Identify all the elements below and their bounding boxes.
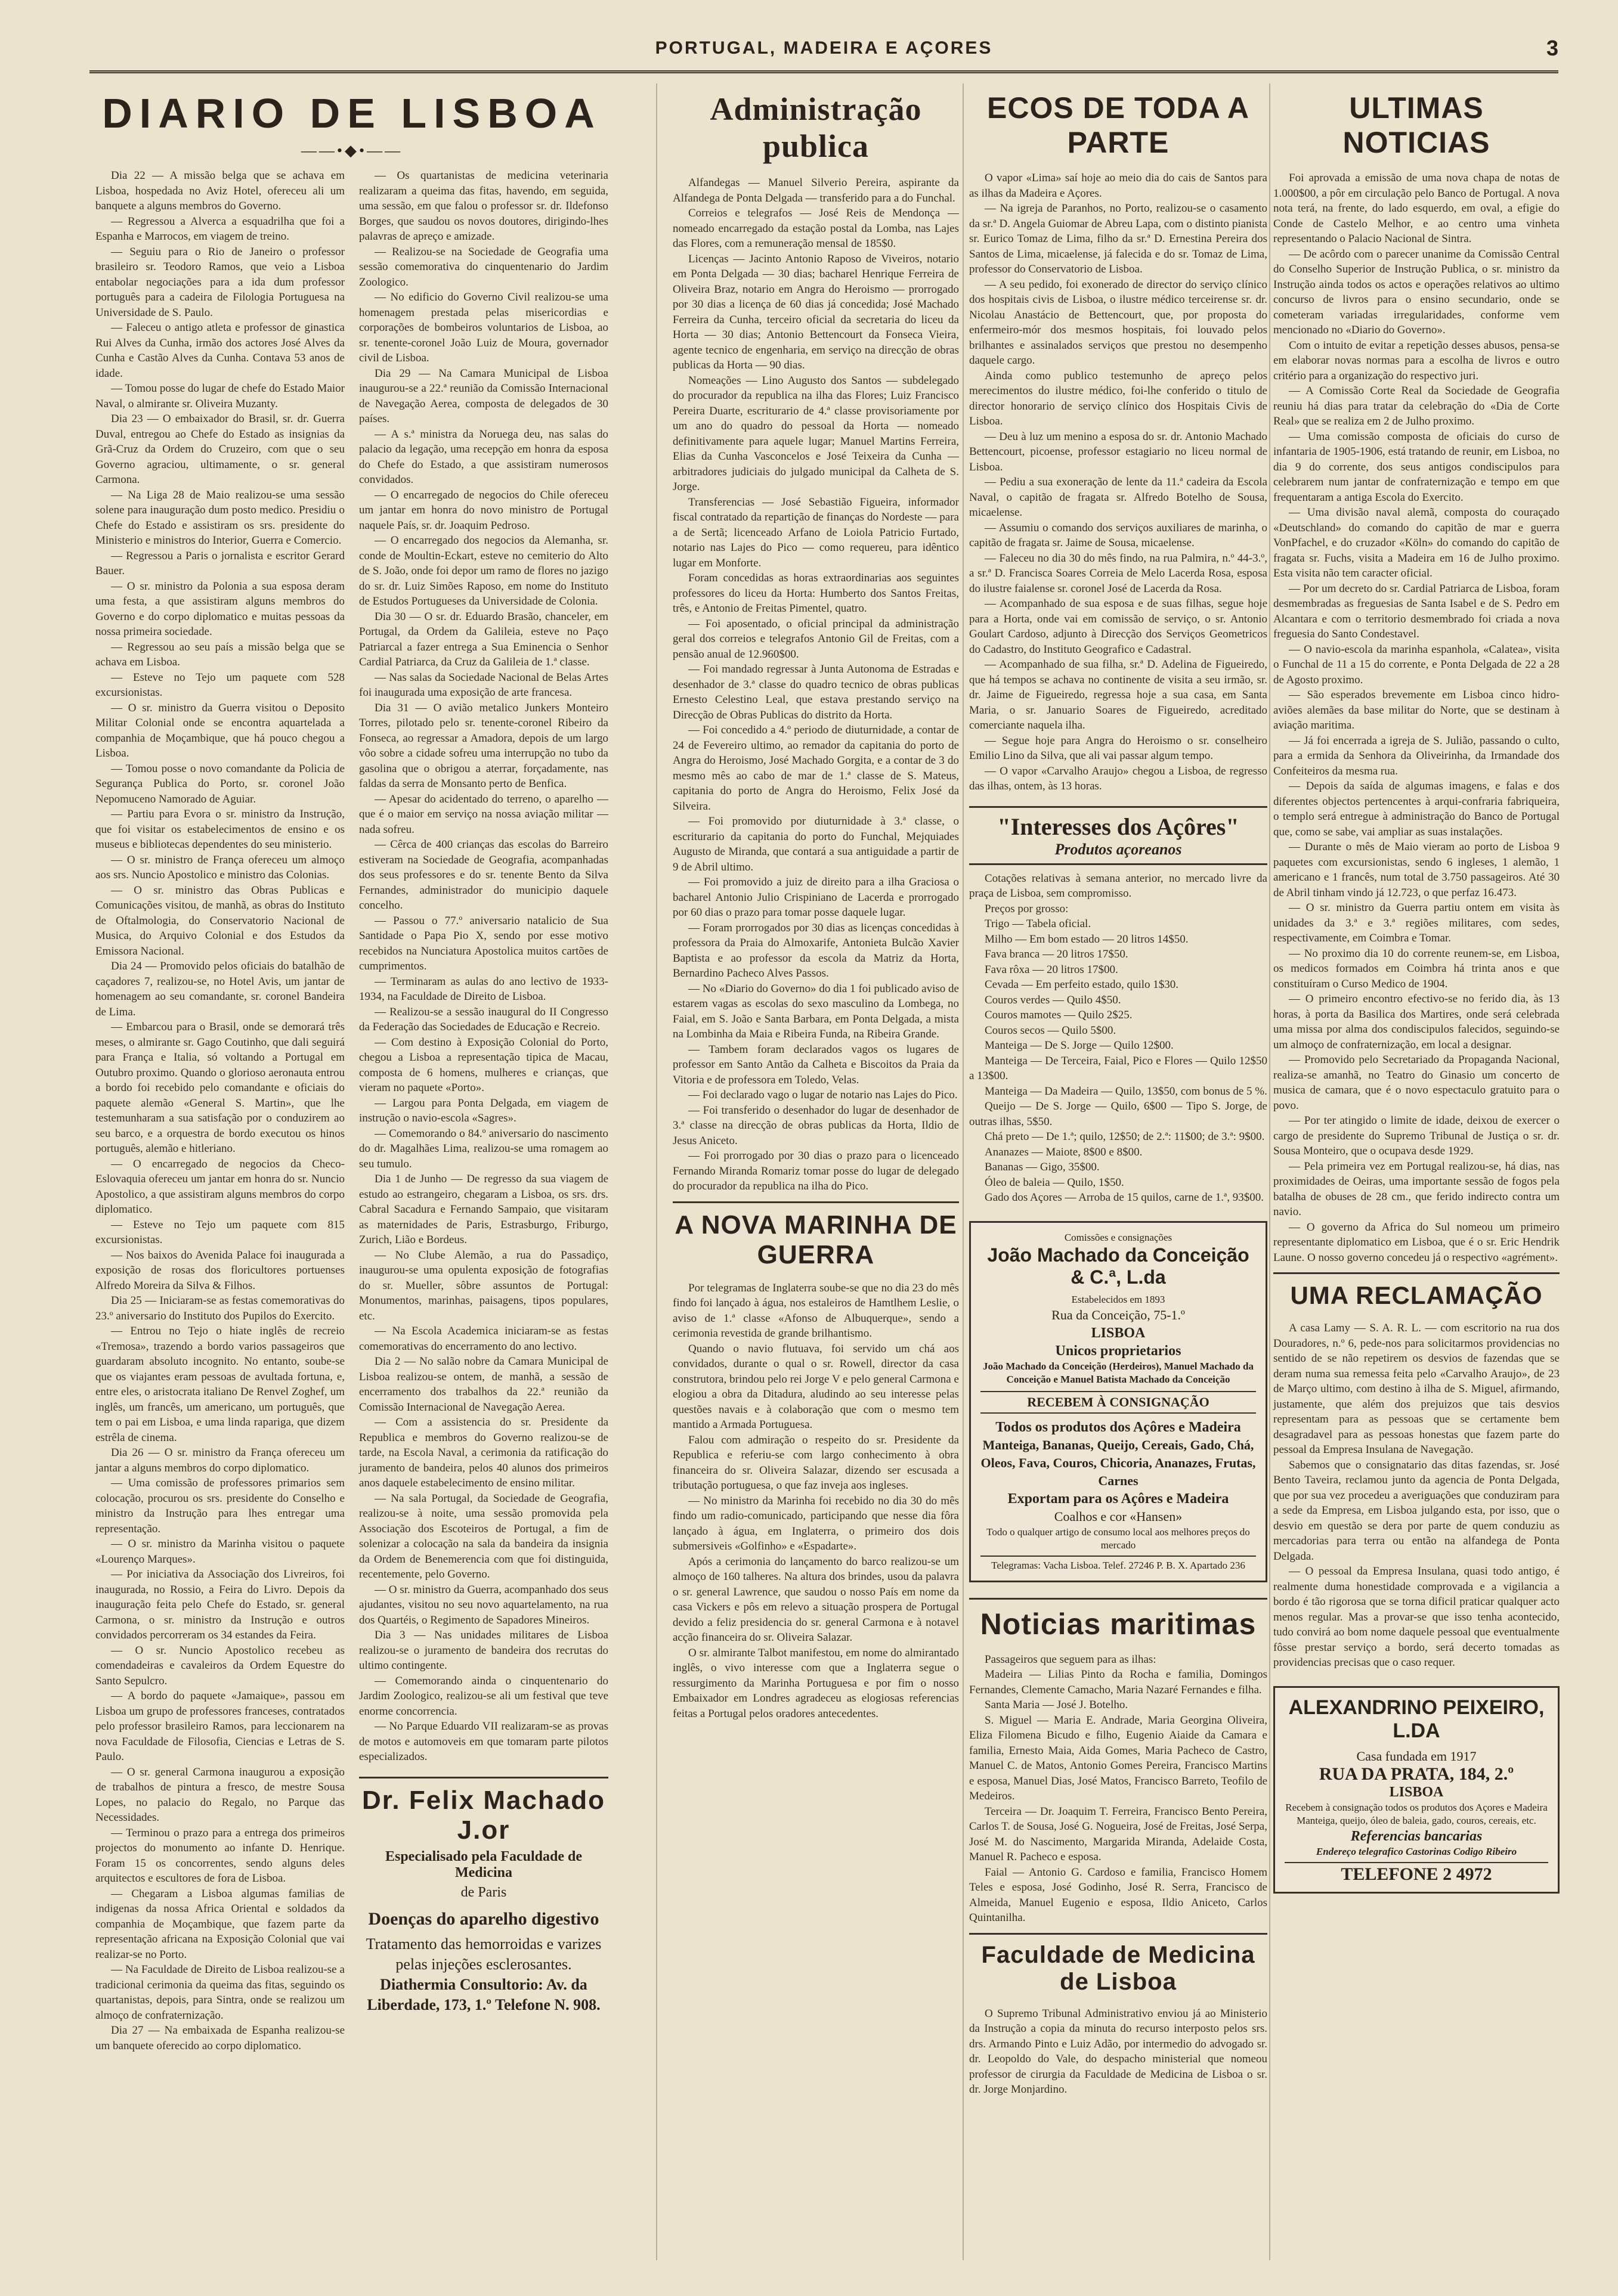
article-paragraph: Preços por grosso: — [985, 902, 1069, 915]
article-paragraph: — O sr. ministro das Obras Publicas e Comunicações visitou, de manhã, as obras do Instituto de Oftalmologia, do Conservatorio Nacional de Musica, do Arquivo Colonial e dos Estudos da Emissora Nacional. — [95, 884, 345, 958]
ad-line: Estabelecidos em 1893 — [1071, 1293, 1165, 1305]
article-paragraph: Madeira — Lilias Pinto da Rocha e familia, Domingos Fernandes, Clemente Camacho, Maria Nazaré Fernandes e filha. — [969, 1668, 1267, 1696]
ultimas-text — [1273, 171, 1560, 1265]
article-paragraph: Nomeações — Lino Augusto dos Santos — subdelegado do procurador da republica na ilha das Flores; Luiz Francisco Pereira Duarte, escriturario de 4.ª classe provisoriamente por um ano do quadro do pessoal da Horta — nomeado definitivamente para aquele lugar; Manuel Martins Ferreira, Elias da Cunha Vasconcelos e José Teixeira da Cunha — arbitradores judiciais do julgado municipal da Calheta de S. Jorge. — [673, 374, 959, 493]
article-paragraph: — Terminaram as aulas do ano lectivo de 1933-1934, na Faculdade de Direito de Lisboa. — [359, 975, 608, 1003]
article-paragraph: — O governo da Africa do Sul nomeou um primeiro representante diplomatico em Lisboa, que é o sr. Eric Hendrik Laune. O nosso governo concedeu já o respectivo «agrément». — [1273, 1220, 1560, 1264]
article-paragraph: — O encarregado de negocios da Checo-Eslovaquia ofereceu um jantar em honra do sr. Nuncio Apostolico, a que assistiram alguns membros do corpo diplomatico. — [95, 1157, 345, 1216]
article-paragraph: — Segue hoje para Angra do Heroismo o sr. conselheiro Emilio Lino da Silva, que ali vai passar algum tempo. — [969, 734, 1267, 762]
article-paragraph: — Comemorando ainda o cinquentenario do Jardim Zoologico, realizou-se ali um festival que teve enorme concorrencia. — [359, 1674, 608, 1718]
article-paragraph: — O pessoal da Empresa Insulana, quasi todo antigo, é realmente duma honestidade comprovada e a vigilancia a bordo é tão rigorosa que se torna dificil praticar qualquer acto menos regular. Mas a provar-se que isso tenha acontecido, tudo convirá ao bom nome daquele pessoal que eventualmente fôsse prestar serviço a bordo, será decerto tomadas as providencias precisas que o caso requer. — [1273, 1565, 1560, 1669]
reclamacao-text — [1273, 1321, 1560, 1671]
section-subtitle: Produtos açoreanos — [1054, 840, 1182, 858]
article-paragraph: — Tomou posse do lugar de chefe do Estado Maior Naval, o almirante sr. Oliveira Muzanty. — [95, 382, 345, 410]
article-paragraph: — Regressou a Alverca a esquadrilha que foi a Espanha e Marrocos, em viagem de treino. — [95, 215, 345, 243]
ecos-text — [969, 171, 1267, 794]
article-paragraph: — A s.ª ministra da Noruega deu, nas salas do palacio da legação, uma recepção em honra da esposa do Chefe do Estado, a que assistiram numerosos convidados. — [359, 427, 608, 486]
article-paragraph: Manteiga — Da Madeira — Quilo, 13$50, com bonus de 5 %. — [985, 1085, 1267, 1098]
article-paragraph: Gado dos Açores — Arroba de 15 quilos, carne de 1.ª, 93$00. — [985, 1191, 1264, 1204]
article-paragraph: Transferencias — José Sebastião Figueira, informador fiscal contratado da repartição de finanças do Nordeste — para a de Sertã; licenceado Arfano de Loiola Patricio Furtado, notario nas Lajes do Pico — como requereu, para idêntico lugar em Monforte. — [673, 495, 959, 569]
article-paragraph: A casa Lamy — S. A. R. L. — com escritorio na rua dos Douradores, n.º 6, pede-nos para solicitarmos providencias no sentido de se não repetirem os desvios de fazendas que se deram numa sua remessa feita pelo «Carvalho Araujo», de 23 de Março ultimo, com destino à ilha de S. Miguel, afirmando, justamente, que além dos prejuizos que tais desvios representam para as pessoas que se certamente bem desagradavel para as pessoas honestas que fazem parte do pessoal da Empresa Insulana de Navegação. — [1273, 1322, 1560, 1456]
article-paragraph: — Promovido pelo Secretariado da Propaganda Nacional, realiza-se amanhã, no Teatro do Ginasio um concerto de musica de camara, que é o novo espectaculo gratuito para o povo. — [1273, 1054, 1560, 1112]
article-paragraph: Correios e telegrafos — José Reis de Mendonça — nomeado encarregado da estação postal da Lomba, nas Lajes das Flores, com a remuneração mensal de 185$0. — [673, 207, 959, 250]
article-paragraph: — O sr. ministro da Marinha visitou o paquete «Lourenço Marques». — [95, 1538, 345, 1566]
article-paragraph: — Regressou a Paris o jornalista e escritor Gerard Bauer. — [95, 549, 345, 577]
article-paragraph: — O sr. ministro da Polonia a sua esposa deram uma festa, a que assistiram alguns membros do Governo e do corpo diplomatico e muitas pessoas da nossa primeira sociedade. — [95, 580, 345, 638]
diario-right-text — [359, 168, 608, 1765]
article-paragraph: — O encarregado de negocios do Chile ofereceu um jantar em honra do novo ministro de Portugal naquele País, sr. dr. Joaquim Pedroso. — [359, 488, 608, 532]
article-paragraph: Manteiga — De Terceira, Faial, Pico e Flores — Quilo 12$50 a 13$00. — [969, 1054, 1267, 1082]
administracao-text — [673, 175, 959, 1194]
diario-de-lisboa-section — [95, 83, 608, 2053]
faculdade-text — [969, 2006, 1267, 2097]
ad-line: Unicos proprietarios — [1055, 1343, 1181, 1359]
article-paragraph: — Nos baixos do Avenida Palace foi inaugurada a exposição de rosas dos floricultores portuenses Alfredo Moreira da Silva & Filhos. — [95, 1248, 345, 1292]
ad-line: Diathermia Consultorio: Av. da Liberdade, 173, 1.º Telefone N. 908. — [367, 1975, 601, 2013]
article-paragraph: Licenças — Jacinto Antonio Raposo de Viveiros, notario em Ponta Delgada — 30 dias; bacharel Henrique Ferreira de Oliveira Braz, notario em Angra do Heroismo — prorrogado por 30 dias a licença de 60 dias já concedida; José Machado Ferreira da Cunha, terceiro oficial da secretaria do liceu da Horta — 30 dias; Antonio Bettencourt da Fonseca Vieira, agente tecnico de engenharia, em serviço na direcção de obras publicas da Horta — 90 dias. — [673, 252, 959, 371]
ad-line: Casa fundada em 1917 — [1356, 1748, 1477, 1764]
page-number: 3 — [1546, 36, 1558, 60]
section-title: ECOS DE TODA A PARTE — [987, 91, 1249, 159]
article-paragraph: — Foi mandado regressar à Junta Autonoma de Estradas e desenhador de 3.ª classe do quadro tecnico de obras publicas Ernesto Celestino Leal, que estava prestando serviço na Direcção de Obras Publicas do distrito da Horta. — [673, 663, 959, 721]
article-paragraph: Dia 29 — Na Camara Municipal de Lisboa inaugurou-se a 22.ª reunião da Comissão Internacional de Navegação Aerea, composta de delegados de 30 países. — [359, 367, 608, 425]
ad-line: Referencias bancarias — [1350, 1828, 1483, 1844]
ad-line: João Machado da Conceição (Herdeiros), Manuel Machado da Conceição e Manuel Batista Machado da Conceição — [983, 1360, 1254, 1385]
article-paragraph: Dia 2 — No salão nobre da Camara Municipal de Lisboa realizou-se ontem, de manhã, a sessão de encerramento dos trabalhos da 22.ª reunião da Comissão Internacional de Navegação Aerea. — [359, 1355, 608, 1414]
ecos-column — [969, 83, 1267, 2097]
section-title: DIARIO DE LISBOA — [102, 90, 602, 137]
article-paragraph: — Embarcou para o Brasil, onde se demorará três meses, o almirante sr. Gago Coutinho, que dali seguirá para França e Italia, só voltando a Portugal em Outubro proximo. Quando o glorioso aeronauta entrou a bordo foi recebido pelo comandante e oficiais do paquete alemão «General S. Martin», que lhe testemunharam a sua satisfação por o conduzirem ao seu barco, e a orquestra de bordo executou os hinos português, alemão e hitleriano. — [95, 1021, 345, 1155]
article-paragraph: Santa Maria — José J. Botelho. — [985, 1699, 1128, 1711]
article-paragraph: — Acompanhado de sua esposa e de suas filhas, segue hoje para a Horta, onde vai em comissão de serviço, o sr. Antonio Goulart Cardoso, adjunto à Direcção dos Serviços Geometricos do Cadastro, do Instituto Geografico e Cadastral. — [969, 597, 1267, 656]
marinha-text — [673, 1281, 959, 1722]
article-paragraph: — Assumiu o comando dos serviços auxiliares de marinha, o capitão de fragata sr. Jaime de Sousa, micaelense. — [969, 521, 1267, 549]
article-paragraph: — Entrou no Tejo o hiate inglês de recreio «Tremosa», trazendo a bordo varios passageiros que guardaram absoluto incognito. No entanto, soube-se que os viajantes eram pessoas de avultada fortuna, e, entre eles, o aristocrata italiano De Renvel Zoghef, um inglês, um francês, um americano, um português, que tem o pai em Lisboa, e uma linda rapariga, que dizem estrêla de cinema. — [95, 1325, 345, 1444]
article-paragraph: Cevada — Em perfeito estado, quilo 1$30. — [985, 978, 1179, 991]
article-paragraph: — Apesar do acidentado do terreno, o aparelho — que é o maior em serviço na nossa aviação militar — nada sofreu. — [359, 792, 608, 836]
article-paragraph: — Acompanhado de sua filha, sr.ª D. Adelina de Figueiredo, que há tempos se achava no continente de visita a seu irmão, sr. dr. Jaime de Figueiredo, regressa hoje a sua casa, em Santa Maria, o sr. Januario Soares de Figueiredo, acreditado comerciante naquela ilha. — [969, 658, 1267, 732]
article-paragraph: — Realizou-se a sessão inaugural do II Congresso da Federação das Sociedades de Educação e Recreio. — [359, 1005, 608, 1033]
article-paragraph: Fava rôxa — 20 litros 17$00. — [985, 963, 1118, 976]
article-paragraph: — Na Faculdade de Direito de Lisboa realizou-se a tradicional cerimonia da queima das fitas, seguindo os quartanistas, depois, para Sintra, onde se realizou um almoço de confraternização. — [95, 1963, 345, 2022]
administracao-column — [673, 83, 959, 1721]
article-paragraph: O vapor «Lima» saí hoje ao meio dia do cais de Santos para as ilhas da Madeira e Açores. — [969, 172, 1267, 200]
article-paragraph: Foram concedidas as horas extraordinarias aos seguintes professores do liceu da Horta: Humberto dos Santos Freitas, três, e Antonio de Freitas Pimentel, quatro. — [673, 572, 959, 615]
article-paragraph: Terceira — Dr. Joaquim T. Ferreira, Francisco Bento Pereira, Carlos T. de Sousa, José G. Nogueira, José de Freitas, José Serpa, José M. do Nascimento, Margarida Miranda, Adelaide Costa, Manuel R. Pacheco e esposa. — [969, 1805, 1267, 1863]
section-title: Administração publica — [710, 91, 922, 164]
article-paragraph: Couros verdes — Quilo 4$50. — [985, 993, 1121, 1006]
article-paragraph: Cotações relativas à semana anterior, no mercado livre da praça de Lisboa, sem compromisso. — [969, 872, 1267, 900]
article-paragraph: — Foram prorrogados por 30 dias as licenças concedidas à professora da Praia do Almoxarife, Antonieta Bulcão Xavier Baptista e ao professor da escola da Matriz da Horta, Bernardino Pacheco Alves Passos. — [673, 921, 959, 980]
article-paragraph: — Tambem foram declarados vagos os lugares de professor em Santo Antão da Calheta e Biscoitos da Praia da Vitoria e de professora em Toledo, Velas. — [673, 1043, 959, 1086]
article-paragraph: — O sr. ministro da Guerra, acompanhado dos seus ajudantes, visitou no seu novo aquartelamento, na rua dos Quartéis, o Regimento de Sapadores Mineiros. — [359, 1583, 608, 1626]
article-paragraph: — Por um decreto do sr. Cardial Patriarca de Lisboa, foram desmembradas as freguesias de Santa Isabel e de S. Pedro em Alcantara e com o territorio desmembrado foi criada a nova freguesia do Santo Condestavel. — [1273, 582, 1560, 640]
article-paragraph: — Esteve no Tejo um paquete com 528 excursionistas. — [95, 671, 345, 699]
article-paragraph: — Nas salas da Sociedade Nacional de Belas Artes foi inaugurada uma exposição de arte francesa. — [359, 671, 608, 699]
maritimas-text — [969, 1652, 1267, 1926]
article-paragraph: — Por iniciativa da Associação dos Livreiros, foi inaugurada, no Rossio, a Feira do Livro. Depois da inauguração feita pelo Chefe do Estado, sr. general Carmona, o sr. ministro da Instrução e outros convidados percorreram os 34 estandes da Feira. — [95, 1568, 345, 1641]
article-paragraph: — Faleceu no dia 30 do mês findo, na rua Palmira, n.º 44-3.º, a sr.ª D. Francisca Soares Correia de Melo Lacerda Rosa, esposa do ilustre faialense sr. coronel José de Lacerda da Rosa. — [969, 551, 1267, 595]
article-paragraph: — Partiu para Evora o sr. ministro da Instrução, que foi visitar os estabelecimentos de ensino e os museus e bibliotecas dependentes do seu ministerio. — [95, 808, 345, 851]
article-paragraph: Manteiga — De S. Jorge — Quilo 12$00. — [985, 1039, 1174, 1052]
article-paragraph: Dia 3 — Nas unidades militares de Lisboa realizou-se o juramento de bandeira dos recrutas do ultimo contingente. — [359, 1629, 608, 1672]
article-paragraph: — Comemorando o 84.º aniversario do nascimento do dr. Magalhães Lima, realizou-se uma romagem ao seu tumulo. — [359, 1127, 608, 1170]
article-paragraph: — Pela primeira vez em Portugal realizou-se, há dias, nas proximidades de Oeiras, uma importante sessão de fogos pela batalha de obuses de 28 cm., que ferido indirecto contra um navio. — [1273, 1160, 1560, 1218]
ad-line: Todos os produtos dos Açôres e Madeira — [995, 1419, 1241, 1435]
article-paragraph: Falou com admiração o respeito do sr. Presidente da Republica e referiu-se com largo conhecimento à obra financeira do sr. Oliveira Salazar, dizendo ser escusada a tributação portuguesa, o que faz inveja aos ingleses. — [673, 1433, 959, 1492]
article-paragraph: Dia 1 de Junho — De regresso da sua viagem de estudo ao estrangeiro, chegaram a Lisboa, os srs. drs. Cabral Sacadura e Fernando Sampaio, que visitaram as maternidades de Paris, Estrasburgo, Friburgo, Zurich, Lião e Bordeus. — [359, 1173, 608, 1246]
article-paragraph: — Deu à luz um menino a esposa do sr. dr. Antonio Machado Bettencourt, picoense, professor estagiario no liceu normal de Lisboa. — [969, 430, 1267, 473]
article-paragraph: Dia 26 — O sr. ministro da França ofereceu um jantar a alguns membros do corpo diplomatico. — [95, 1446, 345, 1474]
article-paragraph: — No Clube Alemão, a rua do Passadiço, inaugurou-se uma opulenta exposição de fotografias do sr. Mueller, sôbre assuntos de Portugal: Monumentos, marinhas, paisagens, tipos populares, etc. — [359, 1248, 608, 1322]
ad-line: Tratamento das hemorroidas e varizes pelas injeções esclerosantes. — [366, 1935, 602, 1973]
article-paragraph: Queijo — De S. Jorge — Quilo, 6$00 — Tipo S. Jorge, de outras ilhas, 5$50. — [969, 1100, 1267, 1128]
header-title: PORTUGAL, MADEIRA E AÇORES — [655, 38, 993, 58]
article-paragraph: — Na sala Portugal, da Sociedade de Geografia, realizou-se à noite, uma sessão promovida pela Associação dos Escoteiros de Portugal, a fim de solenizar a colocação na sala da bandeira da insignia da Ordem de Benemerencia com que foi distinguida, recentemente, pelo Governo. — [359, 1492, 608, 1581]
article-paragraph: Trigo — Tabela oficial. — [985, 918, 1091, 930]
article-paragraph: Com o intuito de evitar a repetição desses abusos, pensa-se em elaborar novas normas para a escolha de livros e outro critério para a organização do respectivo juri. — [1273, 339, 1560, 382]
article-paragraph: — No proximo dia 10 do corrente reunem-se, em Lisboa, os medicos formados em Coimbra há trinta anos e que constituíram o Curso Medico de 1904. — [1273, 947, 1560, 990]
ad-line: Todo o qualquer artigo de consumo local aos melhores preços do mercado — [986, 1526, 1250, 1551]
article-paragraph: Milho — Em bom estado — 20 litros 14$50. — [985, 932, 1189, 946]
diario-right-column — [359, 168, 608, 2053]
article-paragraph: Após a cerimonia do lançamento do barco realizou-se um almoço de 160 talheres. Na altura dos brindes, usou da palavra o sr. general Lawrence, que saudou o nosso País em nome da casa Vickers e pôs em relevo a situação prospera de Portugal devido a feliz presidencia do sr. general Carmona e à notavel acção financeira do sr. Oliveira Salazar. — [673, 1555, 959, 1644]
article-paragraph: O Supremo Tribunal Administrativo enviou já ao Ministerio da Instrução a copia da minuta do recurso interposto pelos srs. drs. Armando Pinto e Luiz Adão, por intermedio do advogado sr. dr. Leopoldo do Vale, do despacho ministerial que nomeou professor de cirurgia da Faculdade de Medicina de Lisboa o sr. dr. Jorge Monjardino. — [969, 2007, 1267, 2096]
article-paragraph: Passageiros que seguem para as ilhas: — [985, 1653, 1156, 1666]
ad-line: Rua da Conceição, 75-1.º — [1051, 1307, 1185, 1322]
article-paragraph: — Foi concedido a 4.º periodo de diuturnidade, a contar de 24 de Fevereiro ultimo, ao remador da capitania do porto de Angra do Heroismo, José Machado Gorgita, e a contar de 3 do mesmo mês ao cabo de mar de 1.ª classe de S. Mateus, capitania do porto de Angra do Heroismo, Felix José da Silveira. — [673, 724, 959, 813]
article-paragraph: Por telegramas de Inglaterra soube-se que no dia 23 do mês findo foi lançado à água, nos estaleiros de Hamtlhem Leslie, o aviso de 1.ª classe «Afonso de Albuquerque», sendo a cerimonia revestida de grande brilhantismo. — [673, 1281, 959, 1340]
section-title: Faculdade de Medicina de Lisboa — [969, 1933, 1267, 1996]
ornament: ——•◆•—— — [301, 142, 403, 159]
article-paragraph: Alfandegas — Manuel Silverio Pereira, aspirante da Alfandega de Ponta Delgada — transferido para a do Funchal. — [673, 176, 959, 204]
article-paragraph: — Tomou posse o novo comandante da Policia de Segurança Publica do Porto, sr. coronel João Nepomuceno Namorado de Aguiar. — [95, 762, 345, 805]
section-title: A NOVA MARINHA DE GUERRA — [673, 1201, 959, 1270]
ad-line: Telegramas: Vacha Lisboa. Telef. 27246 P. B. X. Apartado 236 — [980, 1556, 1256, 1572]
article-paragraph: — Depois da saída de algumas imagens, e falas e dos diferentes objectos pertencentes à arqui-confraria fabriqueira, o templo será entregue à administração do Banco de Portugal que, como se sabe, vai ampliar as suas instalações. — [1273, 780, 1560, 838]
page-header — [89, 33, 1558, 73]
ad-line: LISBOA — [1389, 1784, 1444, 1800]
article-paragraph: — O navio-escola da marinha espanhola, «Calatea», visita o Funchal de 11 a 15 do corrente, e Ponta Delgada de 22 a 28 de Agosto proximo. — [1273, 643, 1560, 686]
divider — [359, 1777, 608, 1778]
section-title: ULTIMAS NOTICIAS — [1342, 91, 1490, 159]
article-paragraph: — Regressou ao seu país a missão belga que se achava em Lisboa. — [95, 640, 345, 668]
ad-name: João Machado da Conceição & C.ª, L.da — [987, 1244, 1249, 1288]
ad-line: RECEBEM À CONSIGNAÇÃO — [980, 1391, 1256, 1414]
article-paragraph: — O encarregado dos negocios da Alemanha, sr. conde de Moultin-Eckart, esteve no cemiterio do Alto de S. João, onde foi depor um ramo de flores no jazigo do sr. dr. Luiz Simões Raposo, em nome do Instituto de Estudos Portugueses da Universidade de Colonia. — [359, 534, 608, 608]
article-paragraph: Dia 30 — O sr. dr. Eduardo Brasão, chanceler, em Portugal, da Ordem da Galileia, esteve no Paço Patriarcal a fazer entrega a Sua Eminencia o Senhor Cardial Patriarca, da Cruz da Galileia de 1.ª classe. — [359, 610, 608, 668]
article-paragraph: Dia 22 — A missão belga que se achava em Lisboa, hospedada no Aviz Hotel, ofereceu ali um banquete a alguns membros do Governo. — [95, 169, 345, 212]
column-rule — [1269, 83, 1270, 2260]
ad-line: de Paris — [460, 1884, 507, 1900]
article-paragraph: — De acôrdo com o parecer unanime da Comissão Central do Conselho Superior de Instrução Publica, o sr. ministro da Instrução ainda todos os actos e operações relativos ao ultimo concurso de livros para o ensino secundario, onde se cometeram variadas irregularidades, conforme vem mencionado no «Diario do Governo». — [1273, 247, 1560, 336]
article-paragraph: — Foi transferido o desenhador do lugar de desenhador de 3.ª classe na direcção de obras publicas da Horta, Ildio de Jesus Aniceto. — [673, 1104, 959, 1147]
article-paragraph: — Foi prorrogado por 30 dias o prazo para o licenceado Fernando Miranda Romariz tomar posse do lugar de delegado do procurador da republica na ilha do Pico. — [673, 1149, 959, 1192]
ad-line: TELEFONE 2 4972 — [1285, 1862, 1548, 1883]
article-paragraph: — Por ter atingido o limite de idade, deixou de exercer o cargo de presidente do Supremo Tribunal de Justiça o sr. dr. Sousa Monteiro, que o ocupava desde 1929. — [1273, 1114, 1560, 1157]
article-paragraph: — Terminou o prazo para a entrega dos primeiros projectos do monumento ao infante D. Henrique. Foram 15 os concorrentes, sendo alguns deles arquitectos e escultores de fora de Lisboa. — [95, 1826, 345, 1885]
column-rule — [963, 83, 964, 2260]
article-paragraph: — Foi promovido por diuturnidade à 3.ª classe, o escriturario da capitania do porto do Funchal, Mejquiades Augusto de Miranda, que contará a sua antiguidade a partir de 9 de Abril ultimo. — [673, 815, 959, 873]
article-paragraph: — Realizou-se na Sociedade de Geografia uma sessão comemorativa do cinquentenario do Jardim Zoologico. — [359, 245, 608, 289]
ad-line: LISBOA — [1091, 1325, 1146, 1341]
ad-line: Endereço telegrafico Castorinas Codigo Ribeiro — [1316, 1845, 1517, 1857]
article-paragraph: S. Miguel — Maria E. Andrade, Maria Georgina Oliveira, Eliza Filomena Bicudo e filho, Eugenio Aiaide da Camara e familia, Ernesto Maia, Aida Gomes, Maria Pacheco de Castro, Manuel C. de Matos, Antonio Gomes Pereira, Francisco Martins e esposa, Manuel Dias, José Matos, Francisco Barreto, Teofilo de Medeiros. — [969, 1714, 1267, 1802]
ad-line: Manteiga, queijo, óleo de baleia, gado, couros, cereais, etc. — [1297, 1814, 1536, 1826]
article-paragraph: — Seguiu para o Rio de Janeiro o professor brasileiro sr. Teodoro Ramos, que veio a Lisboa entabolar negociações para a ida dum professor português para a cadeira de Filologia Portuguesa na Universidade de S. Paulo. — [95, 245, 345, 319]
article-paragraph: — Chegaram a Lisboa algumas familias de indigenas da nossa Africa Oriental e soldados da companhia de Moçambique, que fazem parte da representação africana na Exposição Colonial que vai realizar-se no Porto. — [95, 1887, 345, 1961]
article-paragraph: — São esperados brevemente em Lisboa cinco hidro-aviões alemães da base militar do Norte, que se destinam à aviação maritima. — [1273, 689, 1560, 732]
article-paragraph: Ainda como publico testemunho de apreço pelos merecimentos do ilustre médico, foi-lhe conferido o titulo de director honorario de serviço clínico dos Hospitais Civis de Lisboa. — [969, 369, 1267, 427]
ad-line: Recebem à consignação todos os produtos dos Açores e Madeira — [1285, 1801, 1548, 1813]
article-paragraph: — No ministro da Marinha foi recebido no dia 30 do mês findo um radio-comunicado, participando que nesse dia fôra lançado à água, em Inglaterra, o primeiro dos dois submersiveis «Golfinho» e «Espadarte». — [673, 1494, 959, 1553]
ad-name: ALEXANDRINO PEIXEIRO, L.DA — [1288, 1696, 1545, 1742]
article-paragraph: — Com destino à Exposição Colonial do Porto, chegou a Lisboa a representação tipica de Macau, composta de 6 homens, mulheres e crianças, que vieram no paquete «Porto». — [359, 1036, 608, 1094]
article-paragraph: Faial — Antonio G. Cardoso e familia, Francisco Homem Teles e esposa, José Godinho, José R. Serra, Francisco de Almeida, Manuel Eugenio e esposa, Ildio Aniceto, Carlos Quintanilha. — [969, 1866, 1267, 1924]
article-paragraph: — Passou o 77.º aniversario natalicio de Sua Santidade o Papa Pio X, sendo por esse motivo recebidos na Nunciatura Apostolica muitos cartões de cumprimentos. — [359, 914, 608, 972]
article-paragraph: Dia 27 — Na embaixada de Espanha realizou-se um banquete oferecido ao corpo diplomatico. — [95, 2024, 345, 2052]
article-paragraph: — Uma comissão composta de oficiais do curso de infantaria de 1905-1906, está tratando de reunir, em Lisboa, no dia 9 do corrente, dos seus antigos condiscipulos para celebrarem num jantar de confraternização e tempo em que frequentaram a antiga Escola do Exercito. — [1273, 430, 1560, 504]
article-paragraph: — O sr. ministro da Guerra partiu ontem em visita às unidades da 3.ª e 3.ª regiões militares, com sedes, respectivamente, em Coimbra e Tomar. — [1273, 901, 1560, 944]
article-paragraph: — No Parque Eduardo VII realizaram-se as provas de motos e automoveis em que tomaram parte pilotos especializados. — [359, 1720, 608, 1763]
article-paragraph: — A seu pedido, foi exonerado de director do serviço clínico dos hospitais civis de Lisboa, o ilustre médico terceirense sr. dr. Nicolau Anastácio de Bettencourt, que, por proposta do enfermeiro-mór dos mesmos hospitais, foi louvado pelos brilhantes e assinalados serviços que prestou no desempenho daquele cargo. — [969, 278, 1267, 367]
article-paragraph: Dia 31 — O avião metalico Junkers Monteiro Torres, pilotado pelo sr. tenente-coronel Ribeiro da Fonseca, ao regressar a Amadora, depois de um largo vôo sobre a cidade sofreu uma interrupção no tubo da gasolina que o obrigou a aterrar, forçadamente, nas faldas da serra de Monsanto perto de Benfica. — [359, 701, 608, 790]
article-paragraph: — Na igreja de Paranhos, no Porto, realizou-se o casamento da sr.ª D. Angela Guiomar de Abreu Lapa, com o distinto pianista sr. Eurico Tomaz de Lima, filho da sr.ª D. Ernestina Pereira dos Santos de Lima, micaelense, já falecida e do sr. Tomaz de Lima, professor do Conservatorio de Lisboa. — [969, 202, 1267, 275]
ad-alexandrino-peixeiro — [1273, 1686, 1560, 1894]
article-paragraph: — Esteve no Tejo um paquete com 815 excursionistas. — [95, 1218, 345, 1246]
ad-name: Dr. Felix Machado J.or — [361, 1785, 606, 1845]
article-paragraph: — Largou para Ponta Delgada, em viagem de instrução o navio-escola «Sagres». — [359, 1096, 608, 1124]
ad-line: Comissões e consignações — [1064, 1231, 1172, 1243]
article-paragraph: Dia 25 — Iniciaram-se as festas comemorativas do 23.º aniversario do Instituto dos Pupilos do Exercito. — [95, 1294, 345, 1322]
article-paragraph: — O sr. general Carmona inaugurou a exposição de trabalhos de pintura a fresco, de mestre Sousa Lopes, no palacio do Regalo, no Parque das Necessidades. — [95, 1765, 345, 1824]
article-paragraph: — Faleceu o antigo atleta e professor de ginastica Rui Alves da Cunha, irmão dos actores José Alves da Cunha e Castão Alves da Cunha. Contava 53 anos de idade. — [95, 321, 345, 380]
article-paragraph: O sr. almirante Talbot manifestou, em nome do almirantado inglês, o vivo interesse com que a Inglaterra segue o ressurgimento da Marinha Portuguesa e por fim o nosso Embaixador em Londres agradeceu as elogiosas referencias feitas a Portugal pelos oradores antecedentes. — [673, 1646, 959, 1720]
article-paragraph: — Os quartanistas de medicina veterinaria realizaram a queima das fitas, havendo, em seguida, uma sessão, em que falou o professor sr. dr. Ildefonso Borges, que saudou os novos doutores, dirigindo-lhes palavras de apreço e amizade. — [359, 169, 608, 243]
ad-line: RUA DA PRATA, 184, 2.º — [1319, 1764, 1514, 1784]
article-paragraph: — Foi declarado vago o lugar de notario nas Lajes do Pico. — [688, 1089, 958, 1101]
ad-joao-machado — [969, 1221, 1267, 1582]
article-paragraph: — Já foi encerrada a igreja de S. Julião, passando o culto, para a ermida da Senhora da Oliveirinha, da Irmandade dos Confeiteiros da mesma rua. — [1273, 734, 1560, 777]
article-paragraph: Chá preto — De 1.ª; quilo, 12$50; de 2.ª: 11$00; de 3.ª: 9$00. — [985, 1130, 1265, 1143]
article-paragraph: — O sr. ministro da Guerra visitou o Deposito Militar Colonial onde se encontra aquartelada a companhia de Moçambique, que há pouco chegou a Lisboa. — [95, 701, 345, 760]
ad-felix-machado — [359, 1777, 608, 2015]
ad-line: Exportam para os Açôres e Madeira — [1007, 1491, 1229, 1507]
article-paragraph: — Pediu a sua exoneração de lente da 11.ª cadeira da Escola Naval, o capitão de fragata sr. Alfredo Botelho de Sousa, micaelense. — [969, 476, 1267, 519]
article-paragraph: — O sr. Nuncio Apostolico recebeu as comendadeiras e cavaleiros da Ordem Equestre do Santo Sepulcro. — [95, 1644, 345, 1687]
ultimas-column — [1273, 83, 1560, 1909]
article-paragraph: Dia 24 — Promovido pelos oficiais do batalhão de caçadores 7, realizou-se, no Hotel Avis, um jantar de homenagem ao seu comandante, sr. coronel Bandeira de Lima. — [95, 960, 345, 1018]
article-paragraph: Óleo de baleia — Quilo, 1$50. — [985, 1176, 1124, 1189]
article-paragraph: — No edificio do Governo Civil realizou-se uma homenagem prestada pelas misericordias e corporações de bombeiros voluntarios de Lisboa, ao sr. tenente-coronel João Luiz de Moura, governador civil de Lisboa. — [359, 291, 608, 364]
ad-line: Doenças do aparelho digestivo — [368, 1908, 599, 1929]
article-paragraph: — Foi promovido a juiz de direito para a ilha Graciosa o bacharel Antonio Julio Crispiniano de Lacerda e prorrogado por 60 dias o prazo para tomar posse daquele lugar. — [673, 876, 959, 919]
article-paragraph: — A bordo do paquete «Jamaique», passou em Lisboa um grupo de professores franceses, contratados pelo professor brasileiro Ramos, para leccionarem na nova Faculdade de Filosofia, Ciencias e Letras de S. Paulo. — [95, 1690, 345, 1763]
article-paragraph: Sabemos que o consignatario das ditas fazendas, sr. José Bento Taveira, reclamou junto da agencia de Ponta Delgada, que por sua vez procedeu a averiguações que conduziram para a sede da Empresa, em Lisboa julgando esta, por isso, que o desvio em questão se dera por parte de quem conduziu as mercadorias para terra ou então na alfandega de Ponta Delgada. — [1273, 1458, 1560, 1563]
article-paragraph: — Cêrca de 400 crianças das escolas do Barreiro estiveram na Sociedade de Geografia, acompanhadas dos seus professores e do sr. tenente Bento da Silva Fernandes, administrador do municipio daquele concelho. — [359, 838, 608, 912]
article-paragraph: Couros mamotes — Quilo 2$25. — [985, 1009, 1133, 1021]
article-paragraph: — O primeiro encontro efectivo-se no ferido dia, às 13 horas, à porta da Basilica dos Martires, onde será celebrada uma missa por alma dos condiscipulos falecidos, seguindo-se um almoço de confraternização, em local a designar. — [1273, 993, 1560, 1051]
article-paragraph: — Na Escola Academica iniciaram-se as festas comemorativas do encerramento do ano lectivo. — [359, 1325, 608, 1353]
article-paragraph: — O vapor «Carvalho Araujo» chegou a Lisboa, de regresso das ilhas, ontem, às 13 horas. — [969, 764, 1267, 792]
article-paragraph: — Uma comissão de professores primarios sem colocação, procurou os srs. presidente do Conselho e ministro da Instrução para lhes entregar uma representação. — [95, 1477, 345, 1535]
article-paragraph: Dia 23 — O embaixador do Brasil, sr. dr. Guerra Duval, entregou ao Chefe do Estado as insignias da Grã-Cruz da Ordem do Cruzeiro, com que o seu Governo agraciou, ultimamente, o sr. general Carmona. — [95, 413, 345, 486]
article-paragraph: — A Comissão Corte Real da Sociedade de Geografia reuniu há dias para tratar da celebração do «Dia de Corte Real» que se realiza em 2 de Julho proximo. — [1273, 385, 1560, 427]
article-paragraph: — Uma divisão naval alemã, composta do couraçado «Deutschland» do comando do capitão de mar e guerra VonPfachel, e do cruzador «Köln» do comando do capitão de fragata sr. Fuchs, visita a Madeira em 16 de Julho proximo. Esta visita não tem caracter oficial. — [1273, 506, 1560, 580]
section-title: UMA RECLAMAÇÃO — [1273, 1272, 1560, 1310]
article-paragraph: Bananas — Gigo, 35$00. — [985, 1161, 1100, 1173]
article-paragraph: Foi aprovada a emissão de uma nova chapa de notas de 1.000$00, a pôr em circulação pelo Banco de Portugal. A nova nota terá, na frente, do lado esquerdo, em oval, a efigie do Conde de Castelo Melhor, e ao centro uma vinheta representando o Palacio Nacional de Sintra. — [1273, 172, 1560, 245]
article-paragraph: — Foi aposentado, o oficial principal da administração geral dos correios e telegrafos Antonio Gil de Freitas, com a pensão anual de 12.960$00. — [673, 617, 959, 661]
article-paragraph: Quando o navio flutuava, foi servido um chá aos convidados, durante o qual o sr. Rowell, director da casa construtora, brindou pelo rei Jorge V e pelo general Carmona e elogiou a obra da Ditadura, aludindo ao seu interesse pelas questões navais e à colaboração que com o mesmo tem mantido a Armada Portuguesa. — [673, 1342, 959, 1431]
article-paragraph: Couros secos — Quilo 5$00. — [985, 1024, 1116, 1037]
article-paragraph: — Na Liga 28 de Maio realizou-se uma sessão solene para inauguração dum posto medico. Presidiu o Chefe do Estado e assistiram os srs. presidente do Ministerio e ministros do Interior, Guerra e Comercio. — [95, 488, 345, 547]
interesses-text — [969, 871, 1267, 1206]
ad-line: Especialisado pela Faculdade de Medicina — [385, 1848, 583, 1880]
article-paragraph: Fava branca — 20 litros 17$50. — [985, 948, 1128, 960]
section-title: Noticias maritimas — [969, 1598, 1267, 1641]
ad-line: Manteiga, Bananas, Queijo, Cereais, Gado, Chá, Oleos, Fava, Couros, Chicoria, Ananazes, Frutas, Carnes — [980, 1437, 1256, 1488]
ad-line: Coalhos e cor «Hansen» — [1054, 1508, 1183, 1524]
article-paragraph: — O sr. ministro de França ofereceu um almoço aos srs. Nuncio Apostolico e ministro das Colonias. — [95, 853, 345, 881]
article-paragraph: Ananazes — Maiote, 8$00 e 8$00. — [985, 1145, 1143, 1158]
column-rule — [656, 83, 657, 2260]
interesses-header — [969, 806, 1267, 865]
section-title: "Interesses dos Açôres" — [997, 813, 1239, 840]
diario-left-column — [95, 168, 345, 2053]
article-paragraph: — Com a assistencia do sr. Presidente da Republica e membros do Governo realizou-se de tarde, na Escola Naval, a cerimonia da ratificação do juramento de bandeira, pelos 40 alunos dos primeiros anos daquele estabelecimento de ensino militar. — [359, 1416, 608, 1489]
article-paragraph: — Durante o mês de Maio vieram ao porto de Lisboa 9 paquetes com excursionistas, sendo 6 ingleses, 1 alemão, 1 americano e 1 francês, num total de 3.750 passageiros. Até 30 de Abril tinham vindo já 12.723, o que perfaz 16.473. — [1273, 841, 1560, 899]
article-paragraph: — No «Diario do Governo» do dia 1 foi publicado aviso de estarem vagas as escolas do sexo masculino da Lombega, no Faial, em S. João e Santa Barbara, em Ponta Delgada, a mista na Lombinha da Maia e Ribeira Funda, na Ribeira Grande. — [673, 982, 959, 1040]
